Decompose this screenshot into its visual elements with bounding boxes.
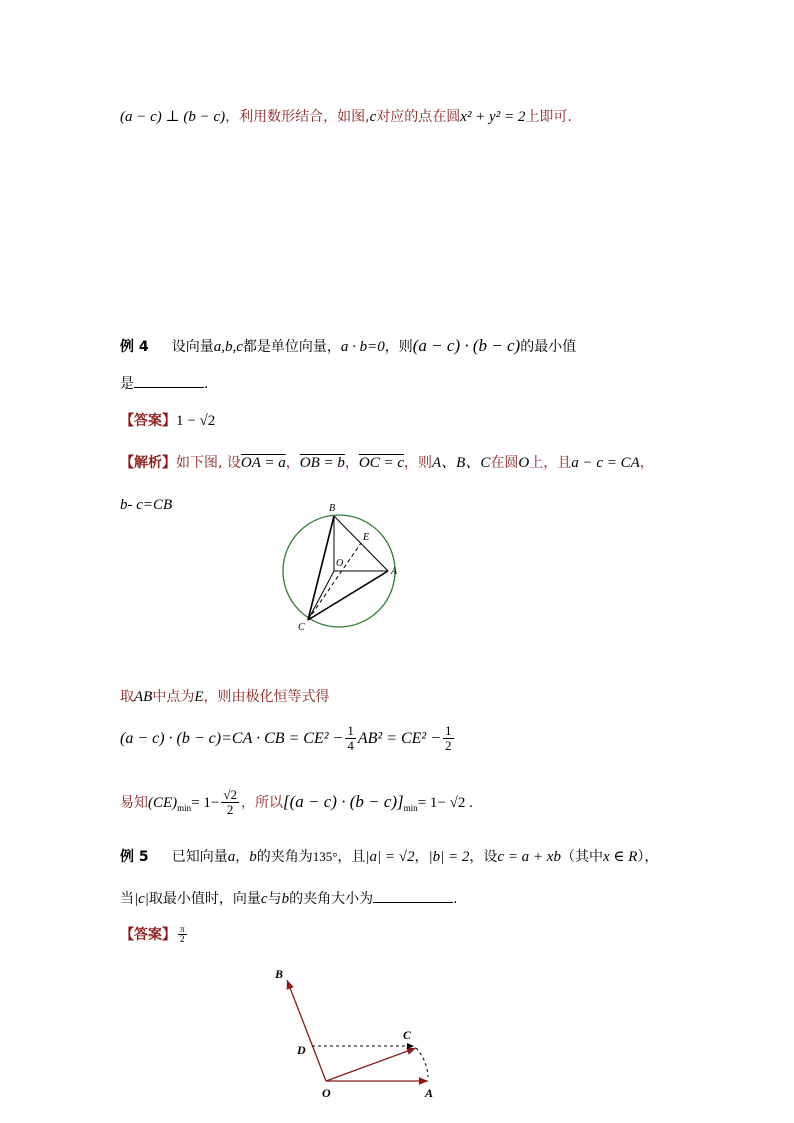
- easy-result: = 1− √2 .: [417, 795, 473, 811]
- analysis-text1: 如下图, 设: [176, 455, 241, 471]
- ex5-l2-c: c: [260, 891, 268, 907]
- ex5-q4: ，设: [469, 849, 498, 865]
- ex4-expression: (a − c) · (b − c): [412, 336, 521, 355]
- min-value-line: [120, 788, 473, 817]
- mid-e: E: [194, 689, 204, 705]
- label-e: E: [363, 532, 370, 543]
- easy-eq: = 1−: [191, 795, 220, 811]
- ex5-abs-a: |a| = √2: [365, 849, 415, 865]
- vector-oc: [326, 1048, 416, 1081]
- example4-question-line2: [120, 373, 208, 393]
- easy-fraction: $\frac{√2}{2}$: [223, 787, 237, 817]
- ex5-l2-1: 当: [120, 891, 134, 907]
- ex4-q1: 设向量: [171, 339, 214, 355]
- vec-cb: b- c=CB: [120, 497, 173, 513]
- label-b: B: [329, 503, 336, 514]
- easy-expr: [(a − c) · (b − c)]: [283, 792, 404, 811]
- vec-ca: a − c = CA: [571, 455, 640, 471]
- ex4-q4: 的最小值: [520, 339, 577, 355]
- ex5-q6: ），: [637, 849, 659, 865]
- fig2-label-b: B: [275, 967, 284, 981]
- ex5-q2: 的夹角为: [256, 849, 313, 865]
- fig2-label-d: D: [297, 1043, 306, 1057]
- ex4-q3: ，则: [384, 339, 413, 355]
- answer-label-5: 【答案】: [120, 927, 176, 943]
- line1-text2: 对应的点在圆: [376, 109, 461, 125]
- line1-text3: 上即可.: [525, 109, 572, 125]
- line1: [120, 106, 572, 126]
- vector-c: c: [369, 109, 377, 125]
- label-c: C: [298, 622, 305, 633]
- ex5-l2-end: .: [453, 891, 458, 907]
- circle-equation: x² + y² = 2: [460, 109, 526, 125]
- ex5-l2-4: 的夹角大小为: [289, 891, 374, 907]
- analysis-label: 【解析】: [120, 455, 176, 471]
- midpoint-line: [120, 686, 330, 706]
- example5-question-line2: [120, 888, 458, 908]
- ex5-abs-b: |b| = 2: [428, 849, 470, 865]
- label-a: A: [391, 566, 398, 577]
- easy-min2: min: [403, 803, 418, 814]
- segment-bc: [308, 516, 334, 620]
- label-o: O: [336, 558, 344, 569]
- analysis-text4: 上，且: [529, 455, 572, 471]
- example4-question: [120, 336, 576, 356]
- answer-blank: [134, 386, 204, 388]
- analysis-text3: 在圆: [490, 455, 519, 471]
- ex5-a: a: [227, 849, 236, 865]
- perp-expression: (a − c) ⊥ (b − c): [120, 109, 226, 125]
- ex4-q2: 都是单位向量，: [242, 339, 341, 355]
- ex5-l2-b: b: [281, 891, 290, 907]
- easy-text: 易知: [120, 795, 148, 811]
- points-abc: A、B、C: [432, 455, 491, 471]
- ex4-dot: a · b=0: [340, 339, 385, 355]
- ex4-q5: 是: [120, 376, 134, 392]
- ex5-angle: 135°: [312, 849, 338, 864]
- ex4-vectors: a,b,c: [213, 339, 243, 355]
- polarization-equation: [120, 724, 456, 753]
- ex5-c: c = a + xb: [497, 849, 561, 865]
- ex5-q5: （其中: [560, 849, 603, 865]
- circle-figure: [270, 498, 410, 634]
- ex5-q1: 已知向量: [171, 849, 228, 865]
- easy-min: min: [177, 803, 192, 814]
- answer-label: 【答案】: [120, 413, 176, 429]
- eq-fraction-quarter: $\frac{1}{4}$: [347, 723, 354, 753]
- ex5-l2-2: 取最小值时，向量: [148, 891, 261, 907]
- ex5-answer: [120, 924, 189, 944]
- vec-oc: OC = c: [358, 455, 405, 471]
- easy-ce: (CE): [148, 795, 178, 811]
- vec-ob: OB = b: [299, 455, 345, 471]
- ex5-comma: ，: [235, 849, 250, 865]
- fig2-label-a: A: [425, 1086, 434, 1100]
- mid-ab: AB: [134, 689, 153, 705]
- mid-text1: 取: [120, 689, 134, 705]
- line1-text: ，利用数形结合，如图,: [225, 109, 370, 125]
- answer-value: 1 − √2: [176, 413, 216, 429]
- ex4-analysis-line2: [120, 494, 172, 514]
- eq-mid: AB² = CE² −: [357, 730, 442, 747]
- ex4-analysis: 【解析】如下图, 设OA = a，OB = b，OC = c，则A、B、C在圆O上，且a − c = CA，: [120, 455, 654, 471]
- mid-text2: 中点为: [152, 689, 195, 705]
- analysis-text2: ，则: [404, 455, 433, 471]
- eq-left: (a − c) · (b − c)=CA · CB = CE² −: [120, 730, 344, 747]
- eq-fraction-half: $\frac{1}{2}$: [445, 723, 452, 753]
- circle-o: O: [518, 455, 530, 471]
- dashed-arc: [416, 1048, 428, 1077]
- ex5-abs-c: |c|: [134, 891, 149, 907]
- ex5-xr: x ∈ R: [602, 849, 638, 865]
- ex4-answer: [120, 410, 215, 430]
- mid-text3: ，则由极化恒等式得: [203, 689, 330, 705]
- example5-label: 例 5: [120, 849, 149, 865]
- ex5-l2-3: 与: [267, 891, 282, 907]
- vector-ob: [287, 980, 326, 1081]
- example5-question: 例 5 已知向量a，b的夹角为135°，且|a| = √2，|b| = 2，设c = a + xb（其中x ∈ R），: [120, 849, 659, 865]
- answer-blank-5: [373, 901, 453, 903]
- easy-text2: ，所以: [241, 795, 283, 811]
- answer-fraction: $\frac{\pi}{2}$: [180, 924, 185, 944]
- fig2-label-o: O: [322, 1086, 331, 1100]
- fig2-label-c: C: [403, 1028, 412, 1042]
- ex5-b: b: [249, 849, 257, 865]
- vec-oa: OA = a: [240, 455, 286, 471]
- ex4-q5-end: .: [204, 376, 209, 392]
- ex5-q3: ，且: [337, 849, 366, 865]
- example4-label: 例 4: [120, 339, 149, 355]
- vector-figure: [265, 960, 455, 1100]
